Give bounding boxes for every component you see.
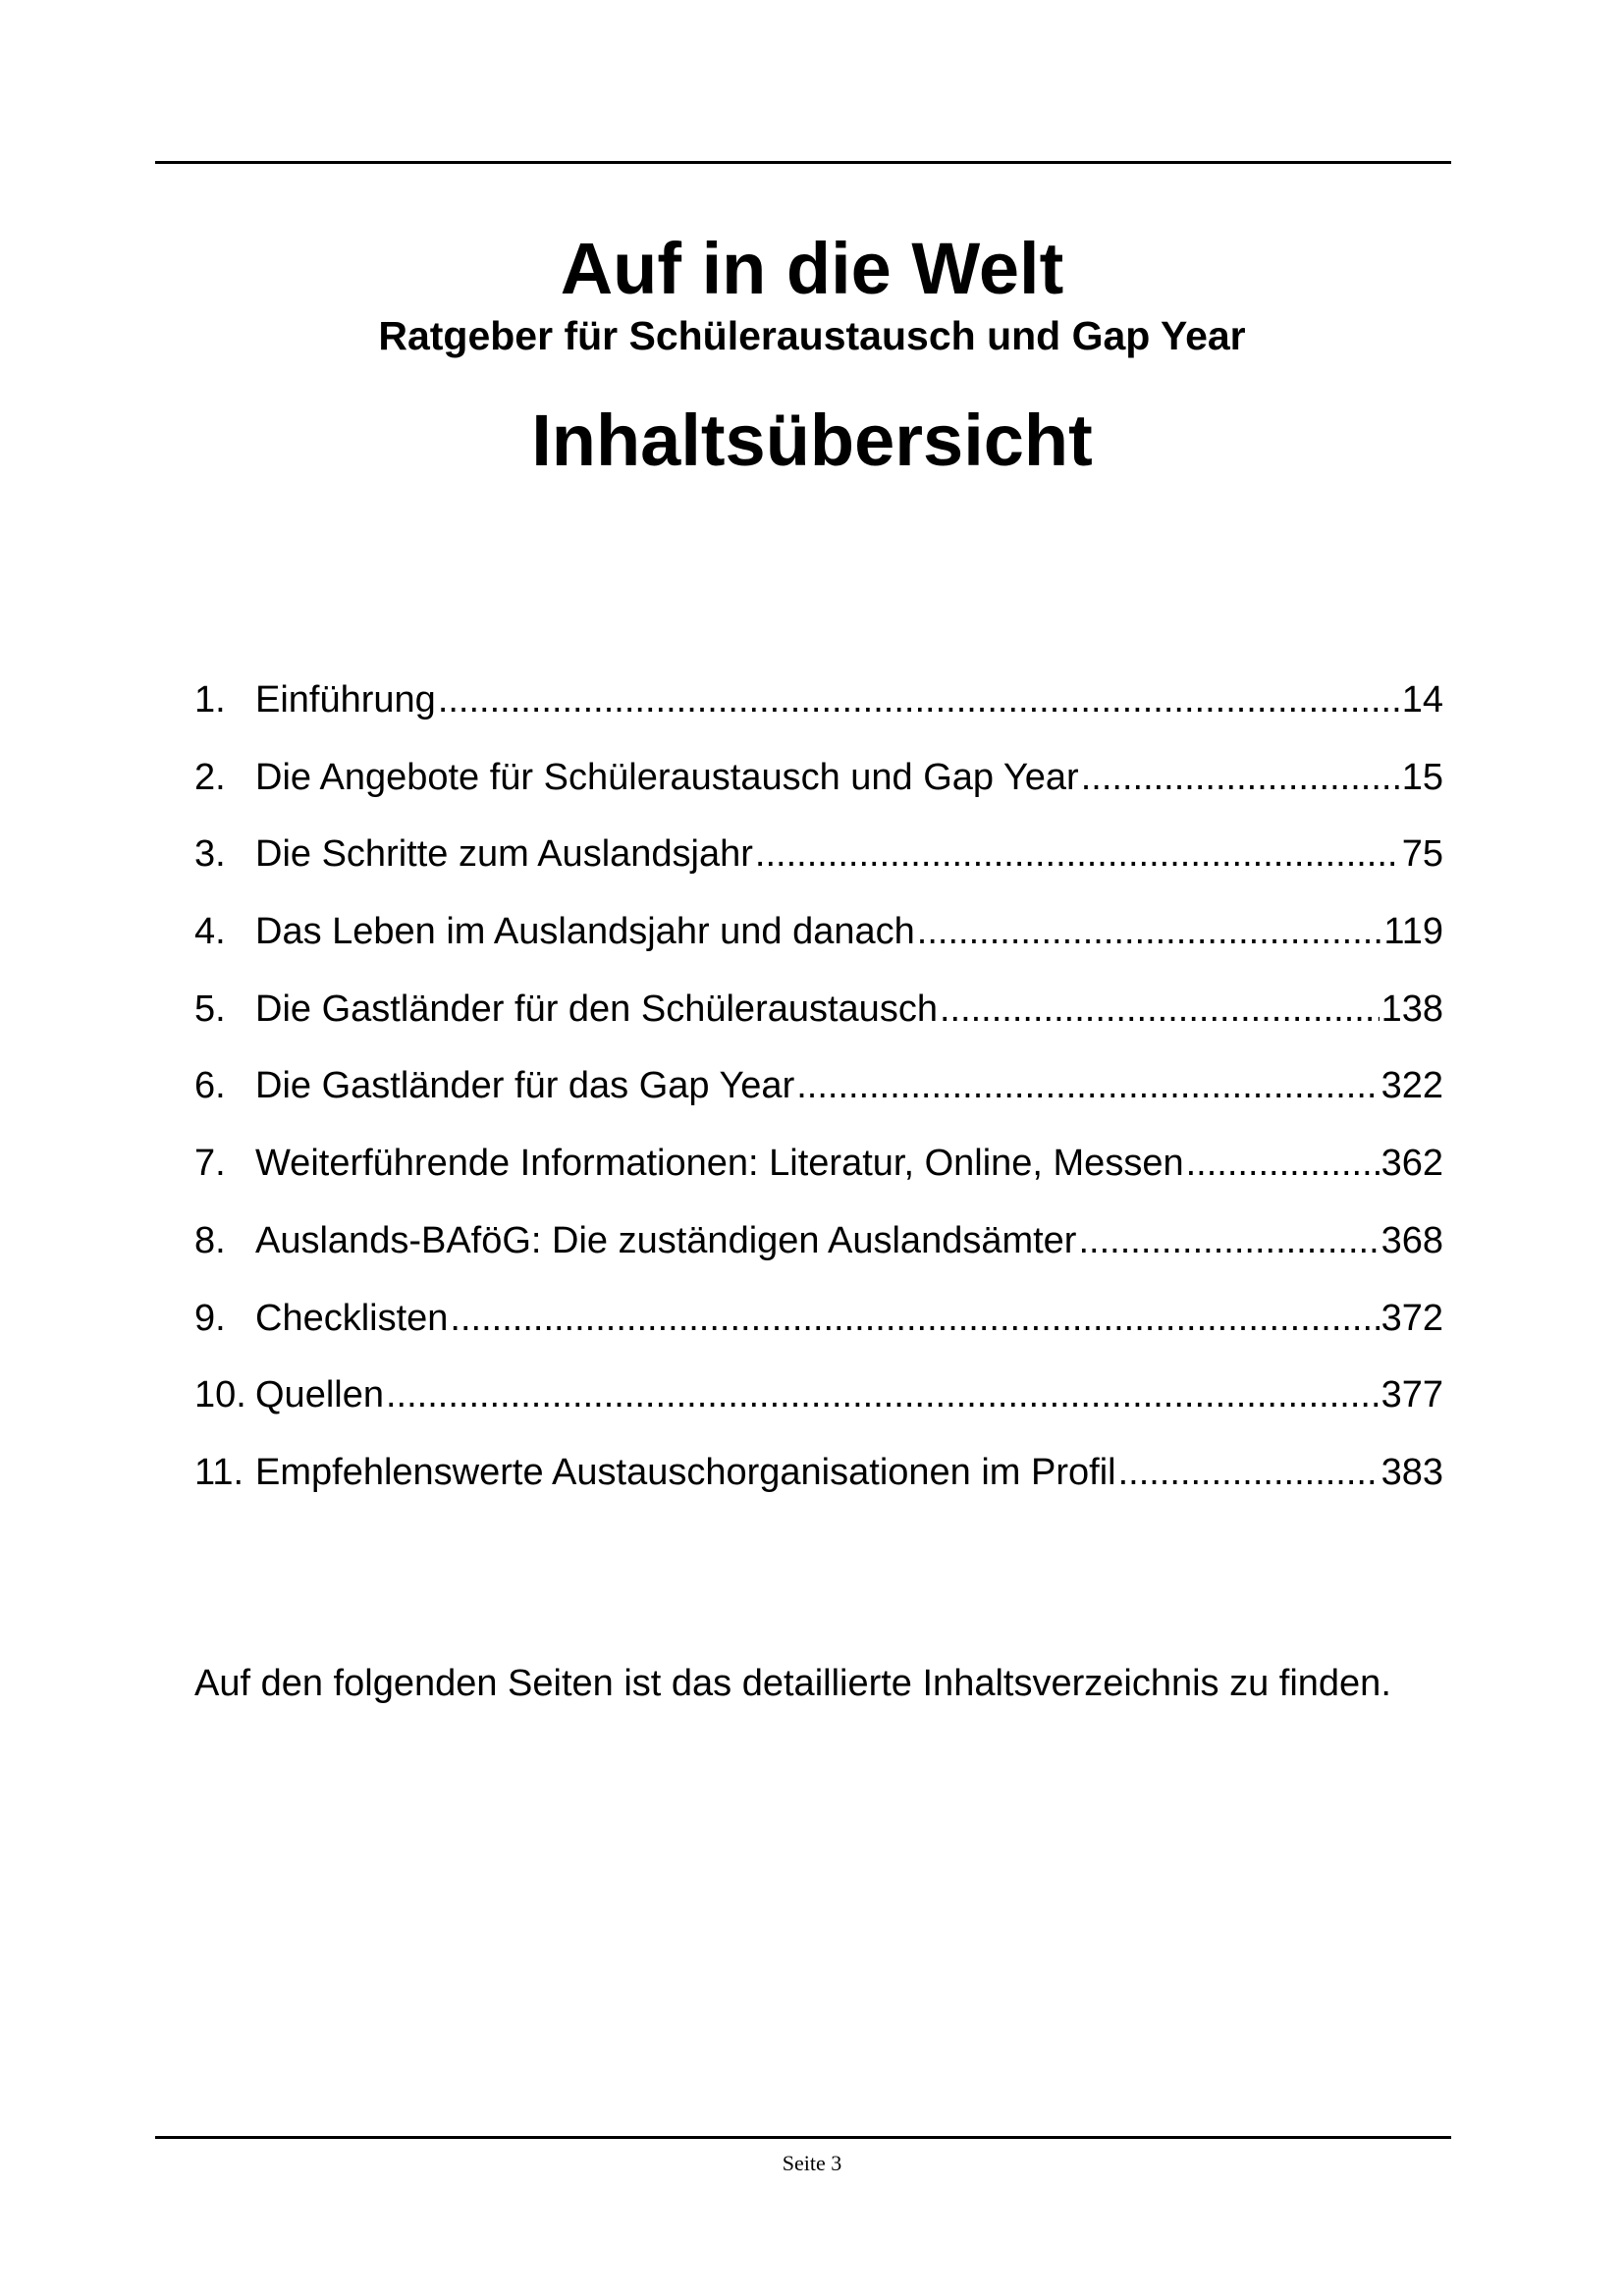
toc-entry-title: Die Gastländer für das Gap Year [255,1065,795,1107]
toc-entry-page: 75 [1401,833,1443,876]
toc-entry-page: 383 [1380,1451,1443,1493]
toc-entry-number: 5. [194,988,226,1030]
toc-entry-page: 14 [1401,679,1443,721]
toc-entry-title: Das Leben im Auslandsjahr und danach [255,911,915,953]
toc-entry[interactable] [194,1136,1443,1213]
toc-entry-leader [1078,1213,1379,1268]
toc-entry[interactable] [194,750,1443,828]
toc-entry-number: 11. [194,1451,244,1493]
toc-entry-page: 372 [1380,1297,1443,1339]
toc-entry[interactable] [194,904,1443,982]
toc-entry-leader [1118,1445,1380,1500]
toc-entry-title: Quellen [255,1374,384,1416]
toc-entry-leader [755,827,1400,881]
footer-rule [155,2136,1451,2139]
toc-entry-leader [1081,750,1400,805]
toc-entry[interactable] [194,1213,1443,1291]
toc-entry[interactable] [194,982,1443,1059]
toc-entry[interactable] [194,672,1443,750]
toc-entry-page: 377 [1380,1374,1443,1416]
detail-note: Auf den folgenden Seiten ist das detaillierte Inhaltsverzeichnis zu finden. [194,1663,1391,1704]
table-of-contents [194,672,1443,1522]
toc-entry-title: Einführung [255,679,436,721]
toc-entry-leader [438,672,1400,727]
toc-entry-title: Auslands-BAföG: Die zuständigen Auslandsämter [255,1219,1077,1261]
toc-entry[interactable] [194,1367,1443,1445]
toc-entry-number: 9. [194,1297,226,1339]
toc-entry-number: 8. [194,1219,226,1261]
toc-entry-leader [1186,1136,1380,1191]
document-title: Auf in die Welt [560,228,1064,309]
toc-entry-page: 322 [1380,1065,1443,1107]
toc-heading: Inhaltsübersicht [531,400,1093,481]
toc-entry-page: 15 [1401,756,1443,798]
toc-entry-number: 2. [194,756,226,798]
toc-entry-title: Checklisten [255,1297,449,1339]
toc-entry-number: 4. [194,911,226,953]
toc-entry[interactable] [194,1291,1443,1368]
toc-entry-number: 1. [194,679,226,721]
toc-entry-title: Weiterführende Informationen: Literatur, Online, Messen [255,1143,1184,1185]
toc-entry-leader [796,1058,1379,1113]
toc-entry-page: 138 [1380,988,1443,1030]
toc-entry-title: Empfehlenswerte Austauschorganisationen im Profil [255,1451,1116,1493]
page-number: Seite 3 [782,2151,842,2175]
document-subtitle: Ratgeber für Schüleraustausch und Gap Year [378,313,1246,358]
toc-entry-title: Die Schritte zum Auslandsjahr [255,833,753,876]
toc-entry-number: 3. [194,833,226,876]
header-rule [155,161,1451,164]
toc-entry-title: Die Gastländer für den Schüleraustausch [255,988,938,1030]
toc-entry[interactable] [194,1445,1443,1522]
toc-entry-number: 6. [194,1065,226,1107]
toc-entry[interactable] [194,1058,1443,1136]
toc-entry-leader [386,1367,1380,1422]
toc-entry-number: 10. [194,1374,246,1416]
toc-entry-page: 362 [1380,1143,1443,1185]
toc-entry-page: 368 [1380,1219,1443,1261]
toc-entry-leader [940,982,1380,1037]
toc-entry-page: 119 [1383,911,1443,953]
toc-entry-leader [450,1291,1379,1346]
toc-entry-leader [917,904,1382,959]
toc-entry[interactable] [194,827,1443,904]
toc-entry-number: 7. [194,1143,226,1185]
toc-entry-title: Die Angebote für Schüleraustausch und Gap Year [255,756,1079,798]
